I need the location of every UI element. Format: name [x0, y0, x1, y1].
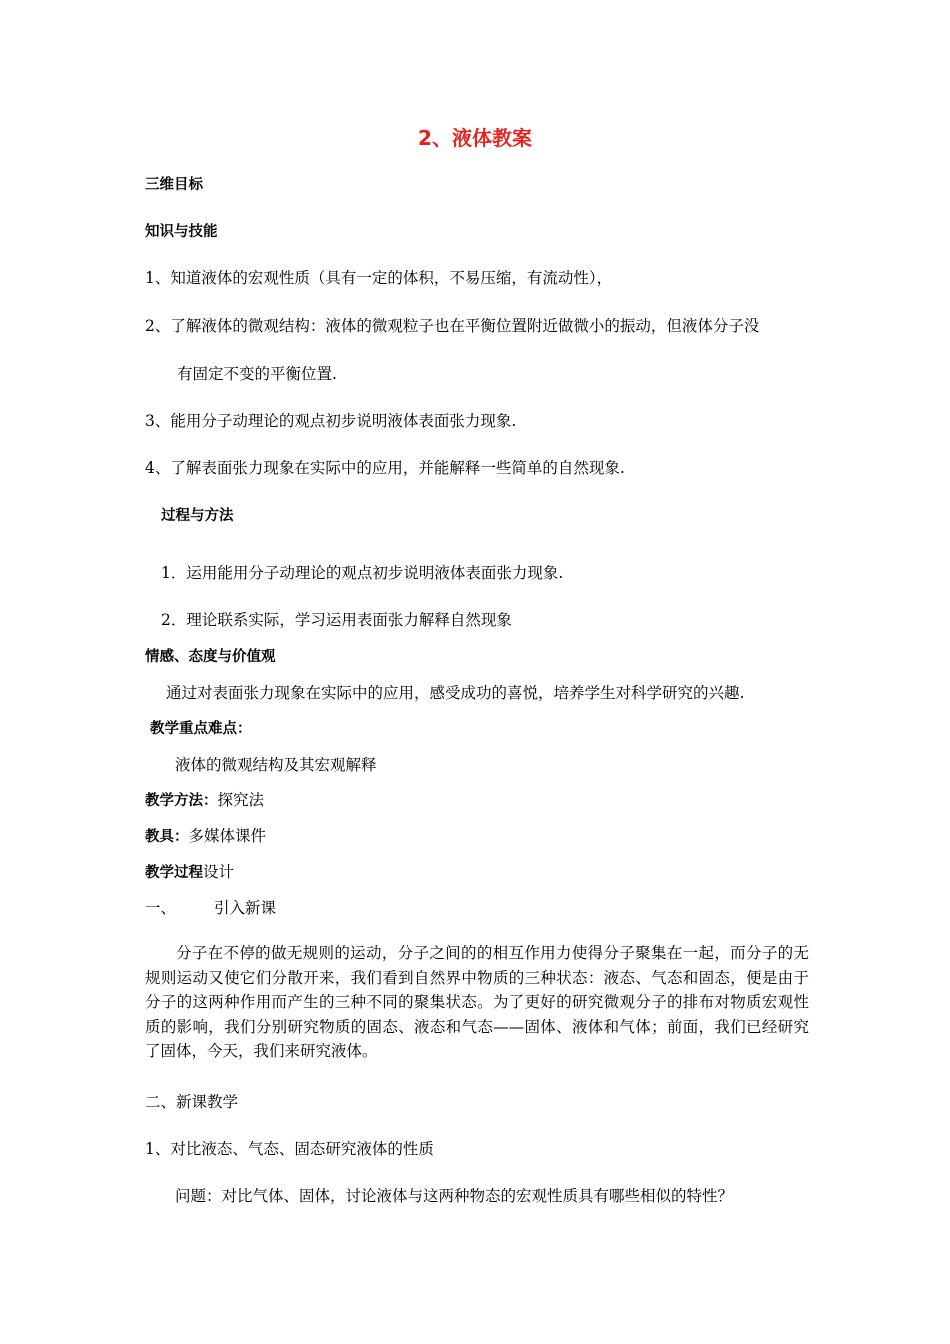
method-label: 教学方法： — [145, 793, 218, 809]
emotion-heading: 情感、态度与价值观 — [145, 649, 276, 665]
knowledge-item-2: 2、了解液体的微观结构：液体的微观粒子也在平衡位置附近做微小的振动，但液体分子没 — [145, 317, 760, 335]
design-line — [145, 862, 234, 883]
process-item-1: 1．运用能用分子动理论的观点初步说明液体表面张力现象. — [161, 564, 564, 582]
question-text: 问题：对比气体、固体，讨论液体与这两种物态的宏观性质具有哪些相似的特性？ — [175, 1187, 734, 1205]
knowledge-heading: 知识与技能 — [145, 224, 218, 240]
key-points-heading: 教学重点难点： — [150, 721, 252, 737]
knowledge-item-2-cont: 有固定不变的平衡位置. — [177, 365, 337, 383]
tools-label: 教具： — [145, 829, 189, 845]
method-value: 探究法 — [217, 791, 265, 809]
sub-heading-1: 1、对比液态、气态、固态研究液体的性质 — [145, 1140, 434, 1158]
section1-num: 一、 — [145, 899, 177, 917]
intro-paragraph: 分子在不停的做无规则的运动，分子之间的的相互作用力使得分子聚集在一起，而分子的无规则运动又使它们分散开来，我们看到自然界中物质的三种状态：液态、气态和固态，便是由于分子的这两种作用而产生的三种不同的聚集状态。为了更好的研究微观分子的排布对物质宏观性质的影响，我们分别研究物质的固态、液态和气态——固体、液体和气体；前面，我们已经研究了固体，今天，我们来研究液体。 — [145, 944, 809, 1061]
three-goals-heading: 三维目标 — [145, 177, 203, 193]
emotion-text: 通过对表面张力现象在实际中的应用，感受成功的喜悦，培养学生对科学研究的兴趣. — [166, 684, 745, 702]
method-line — [145, 790, 264, 811]
tools-value: 多媒体课件 — [188, 827, 267, 845]
page-title: 2、液体教案 — [418, 126, 532, 150]
section1-line — [145, 898, 276, 918]
section1-title: 引入新课 — [214, 899, 277, 917]
knowledge-item-4: 4、了解表面张力现象在实际中的应用，并能解释一些简单的自然现象. — [145, 459, 625, 477]
design-label: 教学过程 — [145, 865, 203, 881]
section2-heading: 二、新课教学 — [145, 1093, 239, 1111]
knowledge-item-1: 1、知道液体的宏观性质（具有一定的体积，不易压缩，有流动性）， — [145, 269, 613, 287]
knowledge-item-3: 3、能用分子动理论的观点初步说明液体表面张力现象. — [145, 412, 517, 430]
process-item-2: 2．理论联系实际，学习运用表面张力解释自然现象 — [161, 611, 512, 629]
process-heading: 过程与方法 — [161, 508, 234, 524]
tools-line — [145, 826, 266, 847]
key-points-text: 液体的微观结构及其宏观解释 — [175, 756, 377, 774]
design-suffix: 设计 — [203, 863, 235, 881]
